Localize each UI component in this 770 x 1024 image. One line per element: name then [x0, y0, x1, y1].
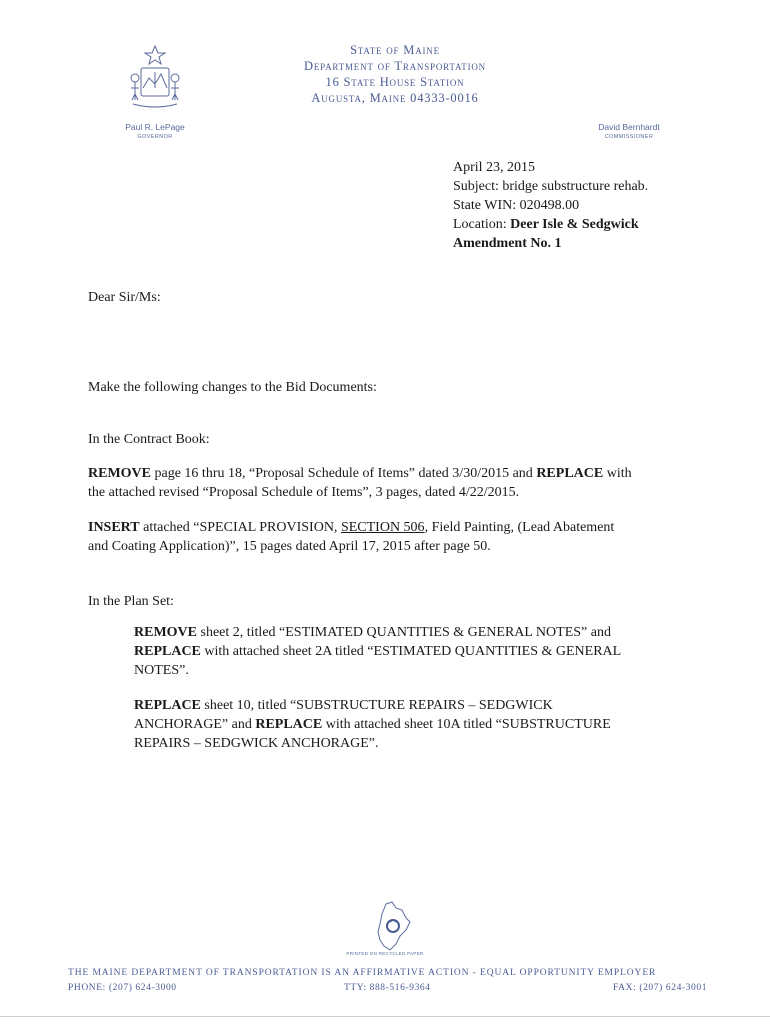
letterhead-department: Department of Transportation — [304, 59, 486, 73]
location-value: Deer Isle & Sedgwick — [510, 217, 639, 232]
equal-opportunity-statement: THE MAINE DEPARTMENT OF TRANSPORTATION IS AN AFFIRMATIVE ACTION - EQUAL OPPORTUNITY EMPLOYER — [68, 968, 657, 978]
location-label: Location: — [453, 217, 511, 232]
section-reference: SECTION 506 — [340, 520, 425, 535]
letter-meta — [453, 158, 648, 253]
remove-paragraph-line1 — [88, 464, 632, 483]
remove-paragraph-line2: the attached revised “Proposal Schedule of Items”, 3 pages, dated 4/22/2015. — [88, 485, 520, 500]
intro-text: Make the following changes to the Bid Documents: — [88, 380, 377, 395]
remove-keyword: REMOVE — [88, 466, 151, 481]
insert-paragraph-line1 — [88, 518, 614, 537]
insert-text-end: , Field Painting, (Lead Abatement — [424, 520, 615, 535]
plan2-replace-keyword-2: REPLACE — [255, 717, 323, 732]
tty-number: TTY: 888-516-9364 — [344, 983, 431, 993]
maine-recycle-icon — [372, 900, 412, 952]
state-win: State WIN: 020498.00 — [453, 198, 580, 213]
printed-recycled-note: PRINTED ON RECYCLED PAPER — [346, 951, 424, 956]
governor-name: Paul R. LePage — [125, 122, 185, 132]
plan2-text: sheet 10, titled “SUBSTRUCTURE REPAIRS – SEDGWICK — [200, 698, 553, 713]
contract-book-heading: In the Contract Book: — [88, 432, 210, 447]
letterhead-city: Augusta, Maine 04333-0016 — [311, 91, 479, 105]
plan-remove-line3: NOTES”. — [134, 663, 189, 678]
fax-number: FAX: (207) 624-3001 — [613, 983, 708, 993]
plan-remove-line1 — [134, 623, 611, 642]
plan-replace-line3: REPAIRS – SEDGWICK ANCHORAGE”. — [134, 736, 379, 751]
commissioner-block — [574, 122, 684, 142]
state-seal-icon — [127, 44, 183, 112]
insert-paragraph-line2: and Coating Application)”, 15 pages dated April 17, 2015 after page 50. — [88, 539, 491, 554]
plan2-text-2: ANCHORAGE” and — [134, 717, 256, 732]
plan-set-heading: In the Plan Set: — [88, 594, 174, 609]
letterhead-state: State of Maine — [350, 43, 440, 57]
location-line — [453, 215, 648, 234]
governor-block — [100, 122, 210, 142]
plan2-replace-keyword: REPLACE — [134, 698, 201, 713]
remove-text-end: with — [603, 466, 632, 481]
salutation: Dear Sir/Ms: — [88, 290, 161, 305]
plan-replace-line2 — [134, 715, 611, 734]
bottom-rule — [0, 1016, 770, 1017]
phone-number: PHONE: (207) 624-3000 — [68, 983, 177, 993]
insert-text: attached “SPECIAL PROVISION, — [139, 520, 341, 535]
plan-remove-text: sheet 2, titled “ESTIMATED QUANTITIES & GENERAL NOTES” and — [197, 625, 611, 640]
letterhead-street: 16 State House Station — [325, 75, 465, 89]
commissioner-name: David Bernhardt — [598, 122, 660, 132]
replace-keyword: REPLACE — [536, 466, 604, 481]
plan-replace-text: with attached sheet 2A titled “ESTIMATED QUANTITIES & GENERAL — [200, 644, 622, 659]
commissioner-title: COMMISSIONER — [604, 134, 654, 140]
letter-date: April 23, 2015 — [453, 160, 536, 175]
plan2-text-3: with attached sheet 10A titled “SUBSTRUCTURE — [322, 717, 611, 732]
letter-subject: Subject: bridge substructure rehab. — [453, 179, 649, 194]
governor-title: GOVERNOR — [137, 134, 173, 140]
amendment-number: Amendment No. 1 — [453, 236, 562, 251]
insert-keyword: INSERT — [88, 520, 140, 535]
remove-text: page 16 thru 18, “Proposal Schedule of Items” dated 3/30/2015 and — [151, 466, 537, 481]
plan-replace-keyword: REPLACE — [134, 644, 201, 659]
plan-replace-line1 — [134, 696, 553, 715]
plan-remove-line2 — [134, 642, 621, 661]
letterhead — [270, 42, 520, 106]
plan-remove-keyword: REMOVE — [134, 625, 197, 640]
